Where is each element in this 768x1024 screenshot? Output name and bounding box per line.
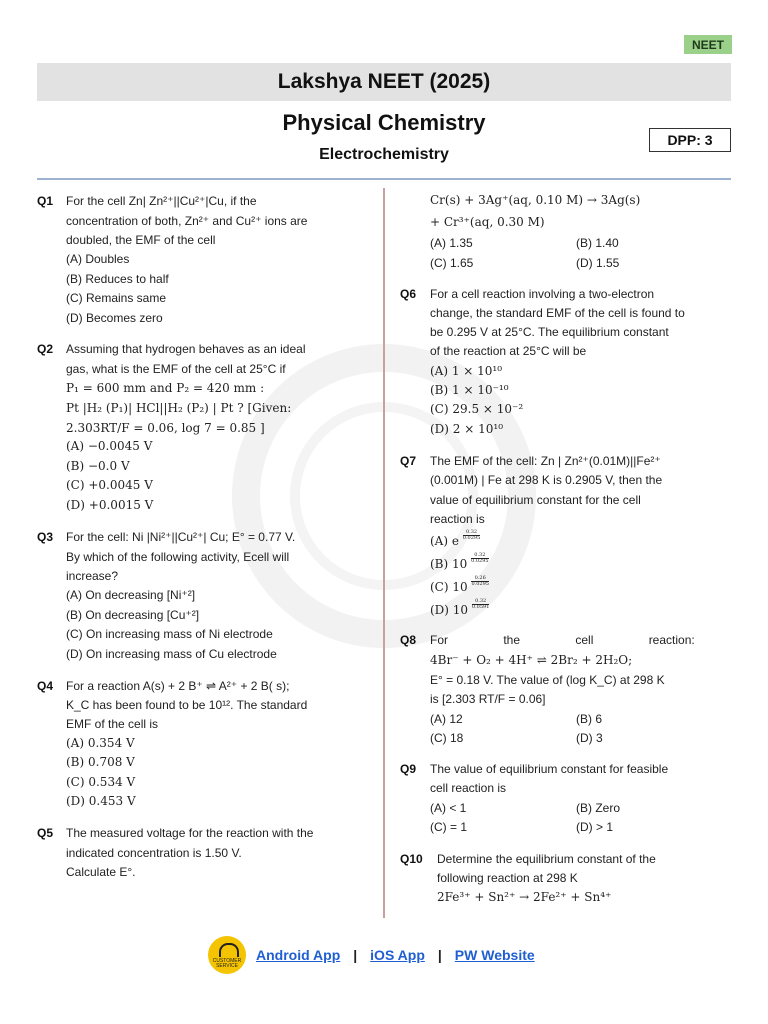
option: (C) 0.534 V: [66, 775, 136, 789]
question-text: Pt |H₂ (P₁)| HCl||H₂ (P₂) | Pt ? [Given:: [66, 401, 292, 415]
option: (B) −0.0 V: [66, 459, 130, 473]
android-app-link[interactable]: Android App: [256, 947, 341, 963]
question-number: Q3: [37, 530, 54, 544]
option: (B) Reduces to half: [66, 272, 169, 286]
exponent-numerator: 0.26: [471, 576, 489, 582]
question-text: K_C has been found to be 10¹². The standard: [66, 698, 308, 712]
option: (B) On decreasing [Cu⁺²]: [66, 608, 200, 622]
option: (D) 1.55: [576, 256, 620, 270]
ios-app-link[interactable]: iOS App: [370, 947, 425, 963]
option: [430, 529, 481, 549]
question-number: Q6: [400, 287, 417, 301]
option: (A) On decreasing [Ni⁺²]: [66, 588, 196, 602]
option: (B) 1 × 10⁻¹⁰: [430, 383, 509, 397]
question-text: The EMF of the cell: Zn | Zn²⁺(0.01M)||Fe²⁺: [430, 454, 661, 468]
question-text: doubled, the EMF of the cell: [66, 233, 216, 247]
column-divider: [383, 188, 385, 918]
question-text: P₁ = 600 mm and P₂ = 420 mm :: [66, 381, 265, 395]
option: (B) 6: [576, 712, 603, 726]
question-text: For a reaction A(s) + 2 B⁺ ⇌ A²⁺ + 2 B( s);: [66, 679, 290, 693]
option: (B) Zero: [576, 801, 621, 815]
question-number: Q5: [37, 826, 54, 840]
question-text: Determine the equilibrium constant of the: [437, 852, 656, 866]
question-text: 2Fe³⁺ + Sn²⁺ → 2Fe²⁺ + Sn⁴⁺: [437, 890, 612, 904]
footer-separator: |: [437, 947, 442, 963]
chapter-title: Electrochemistry: [319, 146, 449, 163]
option: (C) On increasing mass of Ni electrode: [66, 627, 273, 641]
header-divider: [37, 178, 731, 180]
pw-website-link[interactable]: PW Website: [454, 947, 535, 963]
question-text: following reaction at 298 K: [437, 871, 578, 885]
option-label: (D) 10: [430, 603, 469, 617]
footer-links: [208, 937, 535, 973]
question-text: is [2.303 RT/F = 0.06]: [430, 692, 546, 706]
question-text: indicated concentration is 1.50 V.: [66, 846, 242, 860]
question-text: cell reaction is: [430, 781, 507, 795]
question-text: change, the standard EMF of the cell is found to: [430, 306, 685, 320]
option-label: (A) e: [430, 534, 459, 548]
subject-title: Physical Chemistry: [282, 110, 486, 135]
option: (B) 1.40: [576, 236, 619, 250]
option: (A) −0.0045 V: [66, 439, 153, 453]
exponent-denominator: 0.0591: [471, 604, 490, 610]
question-text: + Cr³⁺(aq, 0.30 M): [430, 215, 545, 229]
question-number: Q9: [400, 762, 417, 776]
question-text: E° = 0.18 V. The value of (log K_C) at 298 K: [430, 673, 665, 687]
question-text: For the cell reaction:: [430, 633, 695, 647]
question-text: Cr(s) + 3Ag⁺(aq, 0.10 M) → 3Ag(s): [430, 193, 641, 207]
title-banner: [37, 63, 731, 101]
question-number: Q7: [400, 454, 417, 468]
question-text: For the cell Zn| Zn²⁺||Cu²⁺|Cu, if the: [66, 194, 257, 208]
question-text: (0.001M) | Fe at 298 K is 0.2905 V, then the: [430, 473, 663, 487]
exponent-denominator: 0.0295: [462, 535, 481, 541]
option: (C) 29.5 × 10⁻²: [430, 402, 524, 416]
banner-title: Lakshya NEET (2025): [277, 70, 491, 93]
question-text: gas, what is the EMF of the cell at 25°C if: [66, 362, 286, 376]
question-text: The measured voltage for the reaction with the: [66, 826, 314, 840]
option: (C) = 1: [430, 820, 468, 834]
option: [430, 575, 489, 595]
question-number: Q10: [400, 852, 423, 866]
question-number: Q1: [37, 194, 54, 208]
question-number: Q2: [37, 342, 54, 356]
exponent-numerator: 0.32: [472, 599, 490, 605]
question-text: concentration of both, Zn²⁺ and Cu²⁺ ions are: [66, 214, 308, 228]
customer-service-icon[interactable]: [208, 936, 246, 974]
question-number: Q8: [400, 633, 417, 647]
option: (C) 1.65: [430, 256, 474, 270]
option: (A) 12: [430, 712, 463, 726]
footer-separator: |: [353, 947, 358, 963]
question-text: Calculate E°.: [66, 865, 136, 879]
question-text: value of equilibrium constant for the cell: [430, 493, 641, 507]
question-text: be 0.295 V at 25°C. The equilibrium constant: [430, 325, 669, 339]
option: (D) 2 × 10¹⁰: [430, 422, 504, 436]
option: (A) 1.35: [430, 236, 473, 250]
option: (A) 1 × 10¹⁰: [430, 364, 503, 378]
question-text: The value of equilibrium constant for feasible: [430, 762, 669, 776]
option: (C) +0.0045 V: [66, 478, 153, 492]
question-number: Q4: [37, 679, 54, 693]
option: (C) 18: [430, 731, 464, 745]
exponent-numerator: 0.32: [471, 553, 489, 559]
exponent-denominator: 0.0295: [471, 581, 489, 587]
option: (A) < 1: [430, 801, 467, 815]
question-text: Assuming that hydrogen behaves as an ideal: [66, 342, 306, 356]
question-text: 2.303RT/F = 0.06, log 7 = 0.85 ]: [66, 421, 265, 435]
question-text: reaction is: [430, 512, 485, 526]
option: [430, 552, 489, 572]
option: (C) Remains same: [66, 291, 167, 305]
question-text: 4Br⁻ + O₂ + 4H⁺ ⇌ 2Br₂ + 2H₂O;: [430, 653, 633, 667]
customer-service-label: CUSTOMER SERVICE: [212, 958, 242, 969]
question-text: increase?: [66, 569, 119, 583]
option-label: (C) 10: [430, 580, 468, 594]
exponent-numerator: 0.32: [463, 530, 481, 536]
question-text: of the reaction at 25°C will be: [430, 344, 587, 358]
question-text: EMF of the cell is: [66, 717, 159, 731]
question-text: By which of the following activity, Ecell will: [66, 550, 290, 564]
option: (D) > 1: [576, 820, 614, 834]
option: (A) 0.354 V: [66, 736, 135, 750]
option: (A) Doubles: [66, 252, 130, 266]
option-label: (B) 10: [430, 557, 468, 571]
option: (D) 3: [576, 731, 603, 745]
option: (D) 0.453 V: [66, 794, 136, 808]
question-text: For the cell: Ni |Ni²⁺||Cu²⁺| Cu; E° = 0.77 V.: [66, 530, 296, 544]
option: (B) 0.708 V: [66, 755, 135, 769]
option: [430, 598, 490, 618]
exponent-denominator: 0.0295: [471, 558, 489, 564]
exam-badge: NEET: [684, 35, 732, 54]
question-text: For a cell reaction involving a two-electron: [430, 287, 655, 301]
dpp-box: DPP: 3: [649, 128, 731, 152]
option: (D) Becomes zero: [66, 311, 163, 325]
option: (D) On increasing mass of Cu electrode: [66, 647, 277, 661]
option: (D) +0.0015 V: [66, 498, 154, 512]
